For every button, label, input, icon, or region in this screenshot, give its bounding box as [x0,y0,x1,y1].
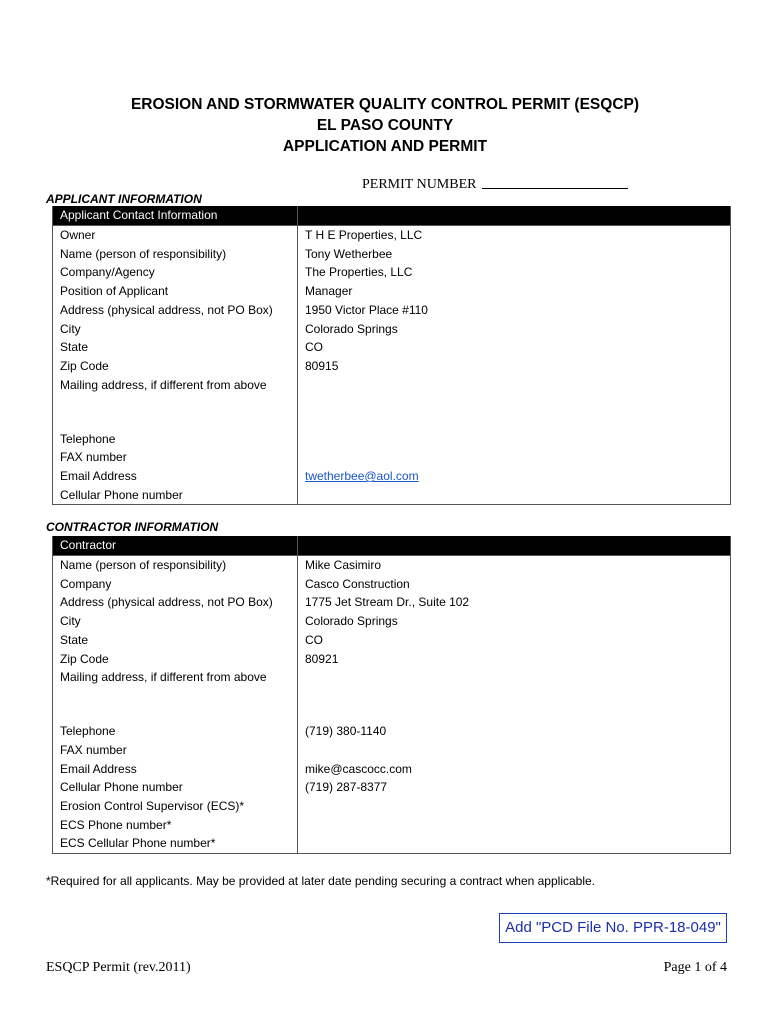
contractor-value-telephone: (719) 380-1140 [298,722,731,741]
applicant-value-telephone [298,430,731,449]
contractor-value-zip: 80921 [298,650,731,669]
permit-number-field [362,174,628,193]
applicant-label-cell: Cellular Phone number [53,486,298,505]
contractor-label-telephone: Telephone [53,722,298,741]
applicant-label-fax: FAX number [53,448,298,467]
applicant-value-owner: T H E Properties, LLC [298,226,731,245]
permit-number-blank [482,174,628,189]
applicant-label-position: Position of Applicant [53,282,298,301]
contractor-label-ecs-phone: ECS Phone number* [53,816,298,835]
contractor-label-zip: Zip Code [53,650,298,669]
applicant-value-mailing [298,376,731,430]
footer-form-revision: ESQCP Permit (rev.2011) [46,960,191,975]
contractor-value-city: Colorado Springs [298,612,731,631]
applicant-label-name: Name (person of responsibility) [53,245,298,264]
contractor-label-mailing: Mailing address, if different from above [53,668,298,722]
contractor-value-state: CO [298,631,731,650]
applicant-email-link[interactable]: twetherbee@aol.com [305,469,419,484]
applicant-label-company: Company/Agency [53,263,298,282]
required-footnote: *Required for all applicants. May be provided at later date pending securing a contract when applicable. [46,874,595,888]
contractor-value-address: 1775 Jet Stream Dr., Suite 102 [298,593,731,612]
county-title: EL PASO COUNTY [316,117,454,134]
contractor-label-state: State [53,631,298,650]
applicant-value-state: CO [298,338,731,357]
contractor-value-cell: (719) 287-8377 [298,778,731,797]
document-title: EROSION AND STORMWATER QUALITY CONTROL PERMIT (ESQCP) [130,96,640,113]
contractor-label-city: City [53,612,298,631]
permit-number-label: PERMIT NUMBER [362,177,477,192]
contractor-label-cell: Cellular Phone number [53,778,298,797]
contractor-label-ecs-cell: ECS Cellular Phone number* [53,834,298,853]
applicant-section-label: APPLICANT INFORMATION [46,192,202,206]
applicant-label-mailing: Mailing address, if different from above [53,376,298,430]
contractor-label-company: Company [53,575,298,594]
contractor-value-mailing [298,668,731,722]
contractor-value-company: Casco Construction [298,575,731,594]
applicant-label-owner: Owner [53,226,298,245]
form-title: APPLICATION AND PERMIT [282,138,488,155]
contractor-label-email: Email Address [53,760,298,779]
contractor-table-header: Contractor [53,536,298,556]
contractor-label-address: Address (physical address, not PO Box) [53,593,298,612]
contractor-label-ecs: Erosion Control Supervisor (ECS)* [53,797,298,816]
applicant-label-state: State [53,338,298,357]
applicant-table-header-blank [298,206,731,226]
contractor-value-ecs-phone [298,816,731,835]
applicant-value-address: 1950 Victor Place #110 [298,301,731,320]
contractor-value-fax [298,741,731,760]
contractor-value-name: Mike Casimiro [298,556,731,575]
footer-page-number: Page 1 of 4 [663,960,727,975]
contractor-value-ecs [298,797,731,816]
contractor-section-label: CONTRACTOR INFORMATION [46,520,219,534]
applicant-value-position: Manager [298,282,731,301]
applicant-label-zip: Zip Code [53,357,298,376]
contractor-label-fax: FAX number [53,741,298,760]
applicant-table [52,206,731,505]
applicant-table-header: Applicant Contact Information [53,206,298,226]
applicant-value-zip: 80915 [298,357,731,376]
applicant-label-email: Email Address [53,467,298,486]
applicant-value-cell [298,486,731,505]
applicant-value-city: Colorado Springs [298,320,731,339]
applicant-value-name: Tony Wetherbee [298,245,731,264]
applicant-value-company: The Properties, LLC [298,263,731,282]
applicant-label-city: City [53,320,298,339]
contractor-value-email: mike@cascocc.com [298,760,731,779]
applicant-label-address: Address (physical address, not PO Box) [53,301,298,320]
contractor-value-ecs-cell [298,834,731,853]
pcd-file-annotation: Add "PCD File No. PPR-18-049" [499,913,727,943]
contractor-table-header-blank [298,536,731,556]
contractor-table [52,536,731,854]
applicant-label-telephone: Telephone [53,430,298,449]
applicant-value-fax [298,448,731,467]
contractor-label-name: Name (person of responsibility) [53,556,298,575]
